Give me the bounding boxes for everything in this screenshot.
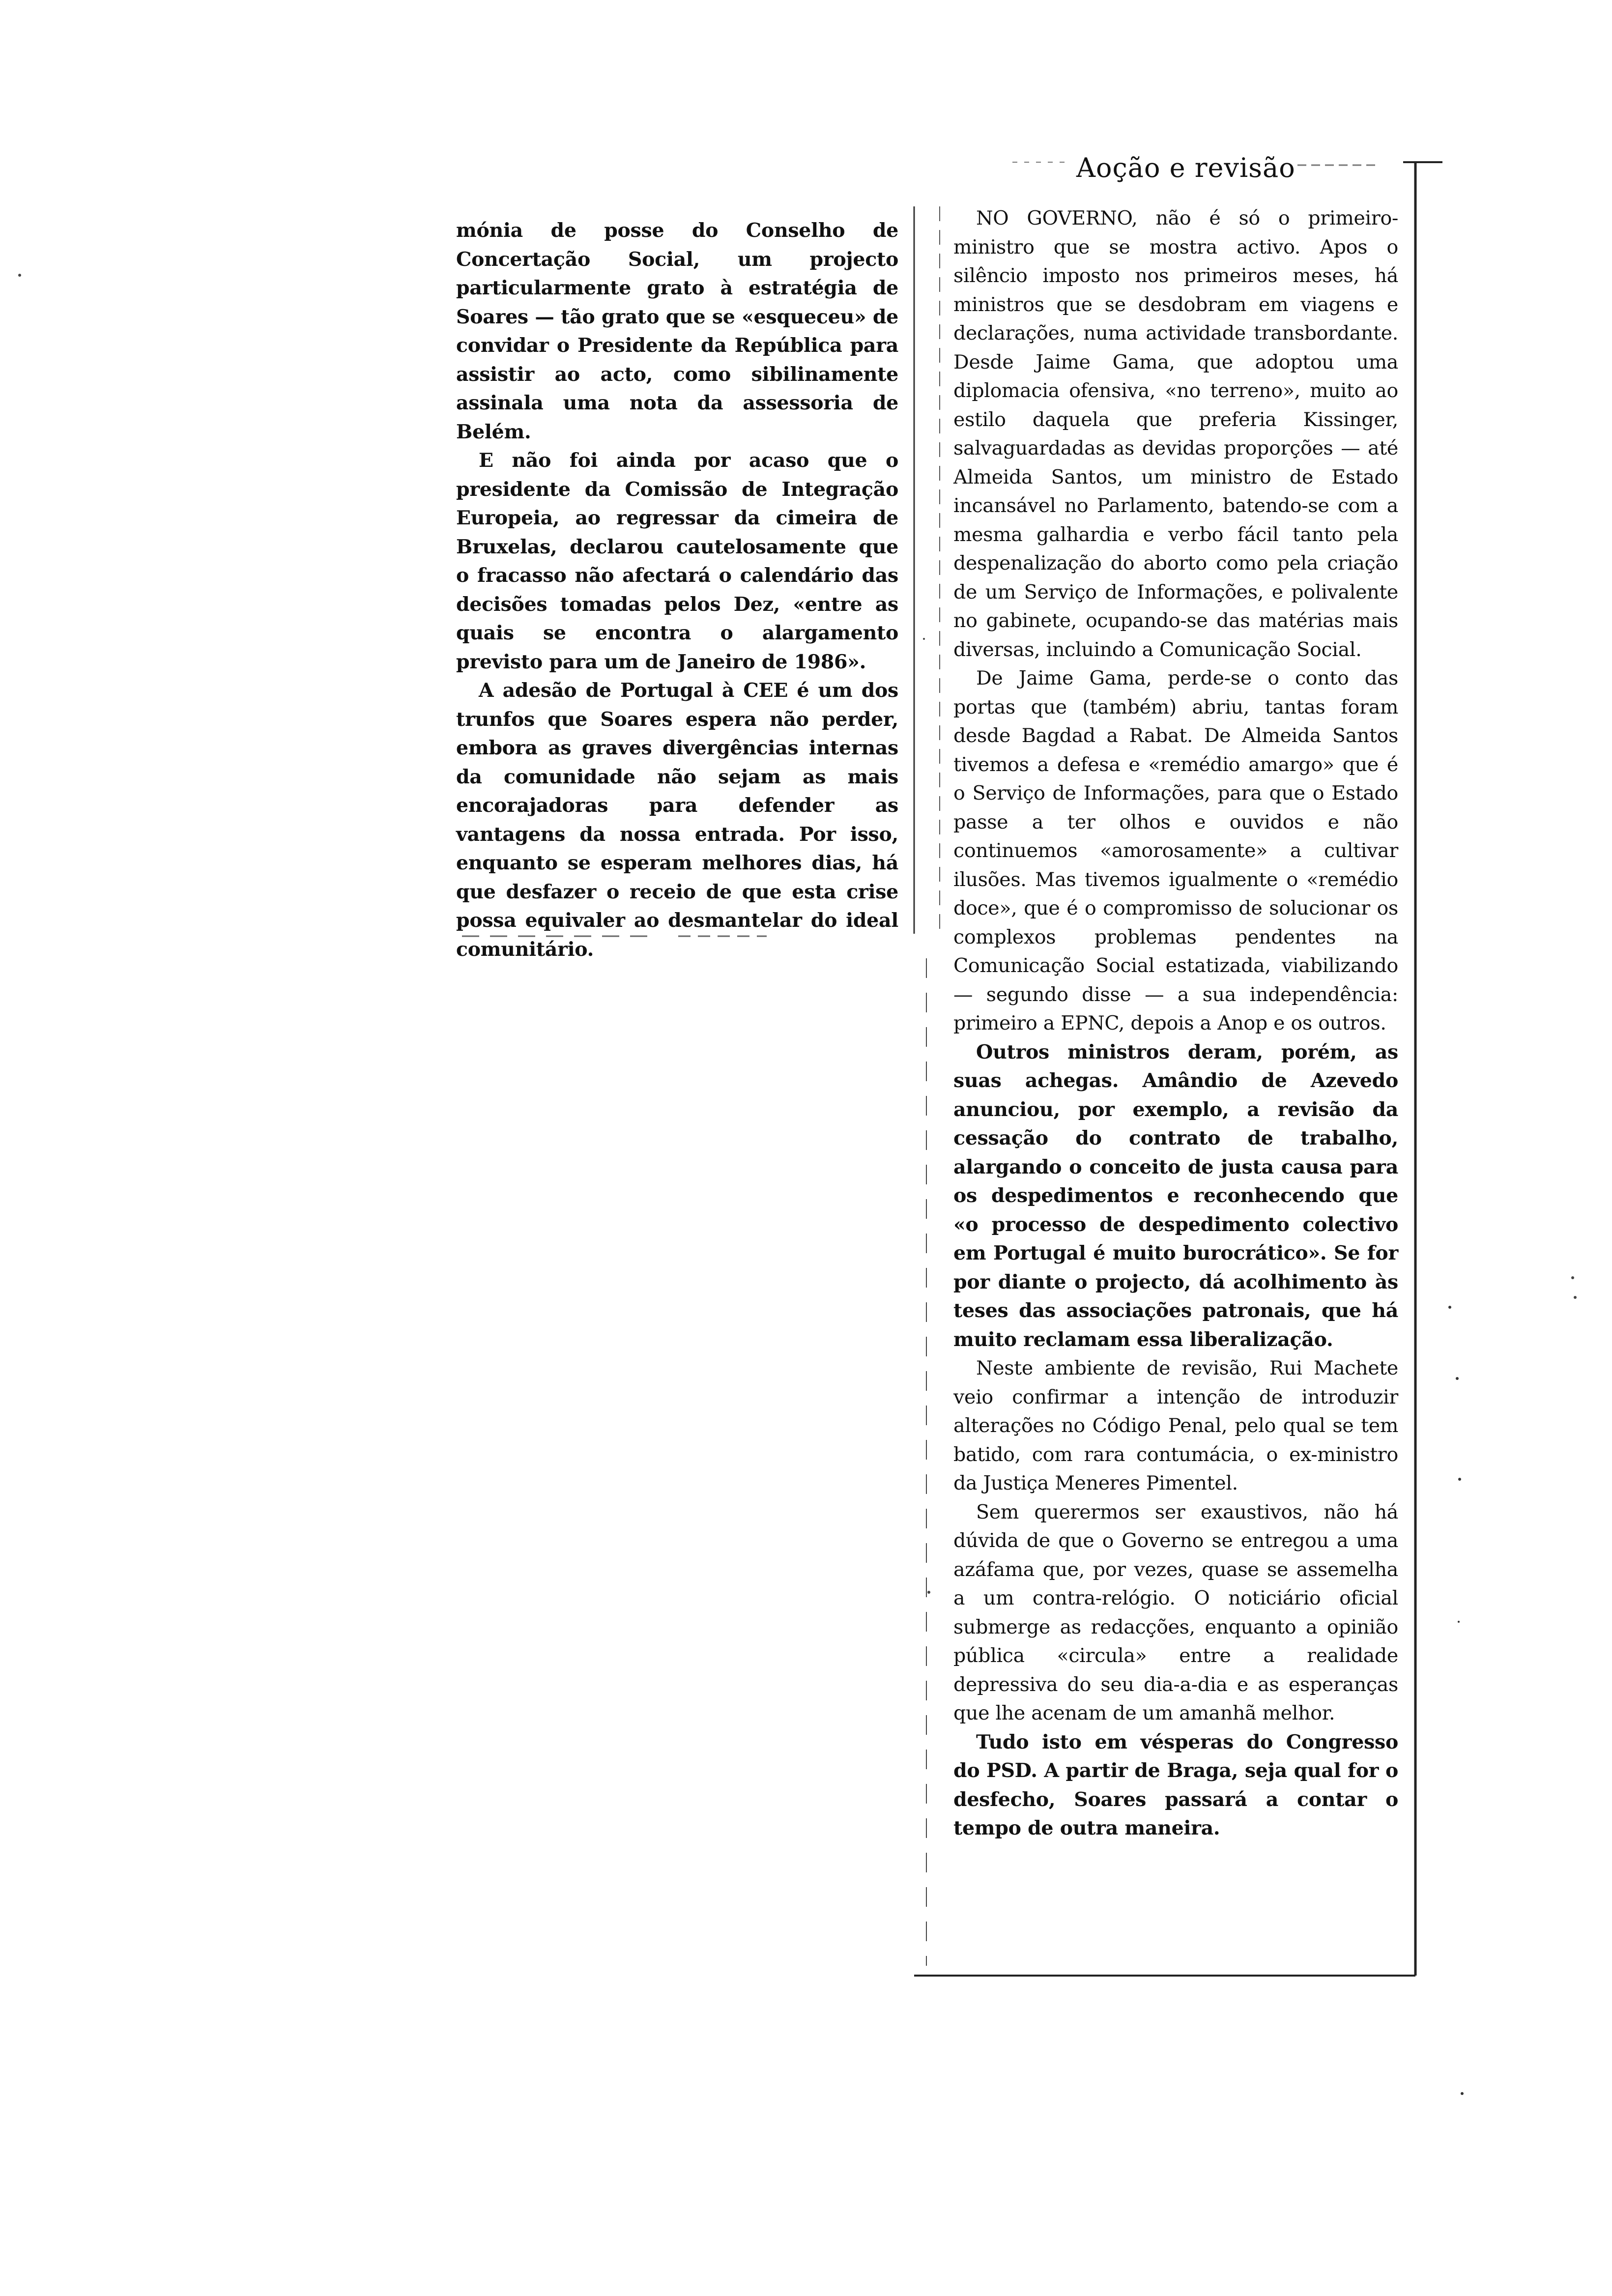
right-paragraph-5: Sem querermos ser exaustivos, não há dúvida de que o Governo se entregou a uma azáfama que, por vezes, quase se assemelha a um contra-relógio. O noticiário oficial submerge as redacções, enquanto a opinião pública «circula» entre a realidade depressiva do seu dia-a-dia e as esperanças que lhe acenam de um amanhã melhor. bbox=[953, 1500, 1398, 1724]
left-paragraph-1: mónia de posse do Conselho de Concertação Social, um projecto particularmente grato à estratégia de Soares — tão grato que se «esqueceu» de convidar o Presidente da República para assistir ao acto, como sibilinamente assinala uma nota da assessoria de Belém. bbox=[456, 219, 898, 443]
speck bbox=[1571, 1276, 1574, 1279]
right-paragraph-6: Tudo isto em vésperas do Congresso do PSD. A partir de Braga, seja qual for o desfecho, Soares passará a contar o tempo de outra maneira. bbox=[953, 1730, 1398, 1839]
right-column bbox=[953, 204, 1398, 1843]
right-paragraph-4: Neste ambiente de revisão, Rui Machete veio confirmar a intenção de introduzir alterações no Código Penal, pelo qual se tem batido, com rara contumácia, o ex-ministro da Justiça Meneres Pimentel. bbox=[953, 1357, 1398, 1494]
speck bbox=[1458, 1621, 1460, 1623]
speck bbox=[1456, 1377, 1459, 1380]
right-paragraph-3: Outros ministros deram, porém, as suas achegas. Amândio de Azevedo anunciou, por exemplo, a revisão da cessação do contrato de trabalho, alargando o conceito de justa causa para os despedimentos e reconhecendo que «o processo de despedimento colectivo em Portugal é muito burocrático». Se for por diante o projecto, dá acolhimento às teses das associações patronais, que há muito reclamam essa liberalização. bbox=[953, 1040, 1398, 1351]
speck bbox=[18, 274, 21, 277]
speck bbox=[923, 638, 925, 640]
speck bbox=[927, 1591, 930, 1594]
right-paragraph-2: De Jaime Gama, perde-se o conto das portas que (também) abriu, tantas foram desde Bagdad a Rabat. De Almeida Santos tivemos a defesa e «remédio amargo» que é o Serviço de Informações, para que o Estado passe a ter olhos e ouvidos e não continuemos «amorosamente» a cultivar ilusões. Mas tivemos igualmente o «remédio doce», que é o compromisso de solucionar os complexos problemas pendentes na Comunicação Social estatizada, viabilizando — segundo disse — a sua independência: primeiro a EPNC, depois a Anop e os outros. bbox=[953, 667, 1398, 1034]
left-paragraph-2: E não foi ainda por acaso que o presidente da Comissão de Integração Europeia, ao regressar da cimeira de Bruxelas, declarou cautelosamente que o fracasso não afectará o calendário das decisões tomadas pelos Dez, «entre as quais se encontra o alargamento previsto para um de Janeiro de 1986». bbox=[456, 449, 898, 673]
left-column bbox=[456, 216, 898, 964]
left-paragraph-3: A adesão de Portugal à CEE é um dos trunfos que Soares espera não perder, embora as graves divergências internas da comunidade não sejam as mais encorajadoras para defender as vantagens da nossa entrada. Por isso, enquanto se esperam melhores dias, há que desfazer o receio de que esta crise possa equivaler ao desmantelar do ideal comunitário. bbox=[456, 679, 898, 961]
article-heading: Aoção e revisão bbox=[1076, 152, 1295, 183]
speck bbox=[1461, 2092, 1464, 2095]
speck bbox=[1458, 1478, 1461, 1481]
speck bbox=[1448, 1306, 1451, 1309]
right-paragraph-1: NO GOVERNO, não é só o primeiro-ministro que se mostra activo. Apos o silêncio imposto nos primeiros meses, há ministros que se desdobram em viagens e declarações, numa actividade transbordante. Desde Jaime Gama, que adoptou uma diplomacia ofensiva, «no terreno», muito ao estilo daquela que preferia Kissinger, salvaguardadas as devidas proporções — até Almeida Santos, um ministro de Estado incansável no Parlamento, batendo-se com a mesma galhardia e verbo fácil tanto pela despenalização do aborto como pela criação de um Serviço de Informações, e polivalente no gabinete, ocupando-se das matérias mais diversas, incluindo a Comunicação Social. bbox=[953, 207, 1398, 661]
speck bbox=[1574, 1296, 1577, 1299]
